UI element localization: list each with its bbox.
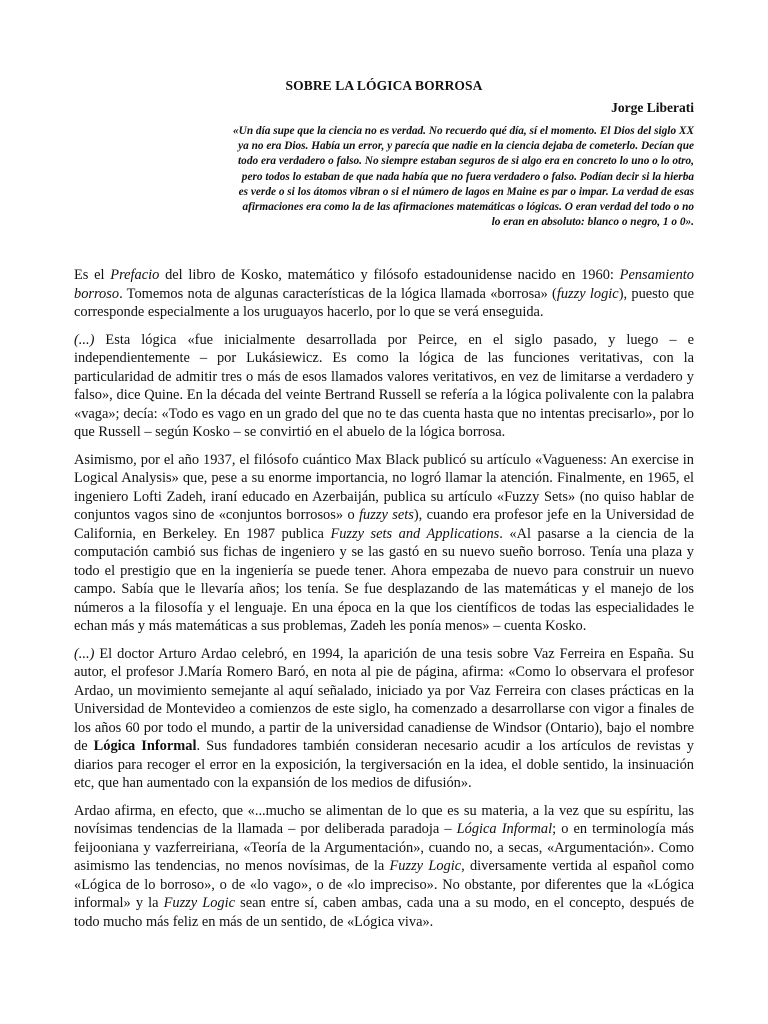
emphasis-prefacio: Prefacio [110,267,160,283]
emphasis-fuzzy-logic-2: Fuzzy Logic [389,858,462,874]
ellipsis-marker: (...) [74,331,95,348]
bold-logica-informal: Lógica Informal [93,738,197,754]
emphasis-fuzzy-logic-3: Fuzzy Logic [163,895,236,911]
epigraph-quote: «Un día supe que la ciencia no es verdad. No recuerdo qué día, sí el momento. El Dios del siglo XX ya no era Dios. Había un error, y parecía que nadie en la ciencia dejaba de cometerlo. Decían que todo era verdadero o falso. No siempre estaban seguros de si algo era en concreto lo uno o lo otro, pero todos lo estaban de que nada había que no fuera verdadero o falso. Podían decir si la hierba es verde o si los átomos vibran o si el número de lagos en Maine es par o impar. La verdad de esas afirmaciones era como la de las afirmaciones matemáticas o lógicas. O eran verdad del todo o no lo eran en absoluto: blanco o negro, 1 o 0». [233,125,694,229]
emphasis-book-title-2: Fuzzy sets and Applications [330,525,500,542]
document-title: SOBRE LA LÓGICA BORROSA [285,78,483,93]
paragraph-4: (...) El doctor Arturo Ardao celebró, en 1994, la aparición de una tesis sobre Vaz Ferreira en España. Su autor, el profesor J.María Romero Baró, en nota al pie de página, afirma: «Como lo observara el profesor Ardao, un movimiento semejante al aquí señalado, iniciado ya por Vaz Ferreira con clases prácticas en la Universidad de Montevideo a comienzos de este siglo, ha comenzado a desarrollarse con vigor a finales de los años 60 por todo el mundo, a partir de la universidad canadiense de Windsor (Ontario), bajo el nombre de Lógica Informal. Sus fundadores también consideran necesario acudir a los artículos de revistas y diarios para recoger el error en la exposición, la tergiversación en la idea, el doble sentido, la insinuación etc, que han aumentado con la expansión de los medios de difusión». [74,645,694,791]
document-body [74,266,694,940]
emphasis-logica-informal: Lógica Informal [456,821,553,837]
paragraph-5: Ardao afirma, en efecto, que «...mucho se alimentan de lo que es su materia, a la vez que su espíritu, las novísimas tendencias de la llamada – por deliberada paradoja – Lógica Informal; o en terminología más feijooniana y vazferreiriana, «Teoría de la Argumentación», cuando no, a secas, «Argumentación». Como asimismo las tendencias, no menos novísimas, de la Fuzzy Logic, diversamente vertida al español como «Lógica de lo borroso», o de «lo vago», o de «lo impreciso». No obstante, por diferentes que la «Lógica informal» y la Fuzzy Logic sean entre sí, caben ambas, cada una a su modo, en el concepto, después de todo mucho más feliz en más de un sentido, de «Lógica viva». [74,802,695,930]
paragraph-2: (...) Esta lógica «fue inicialmente desarrollada por Peirce, en el siglo pasado, y luego – e independientemente – por Lukásiewicz. Es como la lógica de las funciones veritativas, con la particularidad de admitir tres o más de esos llamados valores veritativos, en vez de limitarse a verdadero y falso», dice Quine. En la década del veinte Bertrand Russell se refería a la lógica polivalente con la palabra «vaga»; decía: «Todo es vago en un grado del que no te das cuenta hasta que no intentas precisarlo», por lo que Russell – según Kosko – se convirtió en el abuelo de la lógica borrosa. [74,331,694,440]
emphasis-fuzzy-sets: fuzzy sets [359,507,414,523]
emphasis-book-title: Pensamiento borroso [74,267,694,302]
paragraph-1: Es el Prefacio del libro de Kosko, matemático y filósofo estadounidense nacido en 1960: Pensamiento borroso. Tomemos nota de algunas características de la lógica llamada «borrosa» (fuzzy logic), puesto que corresponde especialmente a los uruguayos hacerlo, por lo que se verá enseguida. [74,267,695,320]
emphasis-fuzzy-logic: fuzzy logic [556,285,619,302]
paragraph-3: Asimismo, por el año 1937, el filósofo cuántico Max Black publicó su artículo «Vagueness: An exercise in Logical Analysis» que, pese a su enorme importancia, no logró llamar la atención. Finalmente, en 1965, el ingeniero Lofti Zadeh, iraní educado en Azerbaiján, publica su artículo «Fuzzy Sets» (no quiso hablar de conjuntos vagos sino de «conjuntos borrosos» o fuzzy sets), cuando era profesor jefe en la Universidad de California, en Berkeley. En 1987 publica Fuzzy sets and Applications. «Al pasarse a la ciencia de la computación cambió sus fichas de ingeniero y se las gastó en su nuevo sueño borroso. Tenía una plaza y todo el prestigio que en la ingeniería se puede tener. Ahora empezaba de nuevo para construir un nuevo campo. Sabía que le llevaría años; los tenía. Se fue desplazando de las matemáticas y el manejo de los números a la filosofía y el lenguaje. En una época en la que los científicos de todas las especialidades le echan más y más matemáticas a sus problemas, Zadeh les ponía menos» – cuenta Kosko. [74,451,695,634]
author-name: Jorge Liberati [611,100,694,115]
ellipsis-marker: (...) [74,645,95,662]
